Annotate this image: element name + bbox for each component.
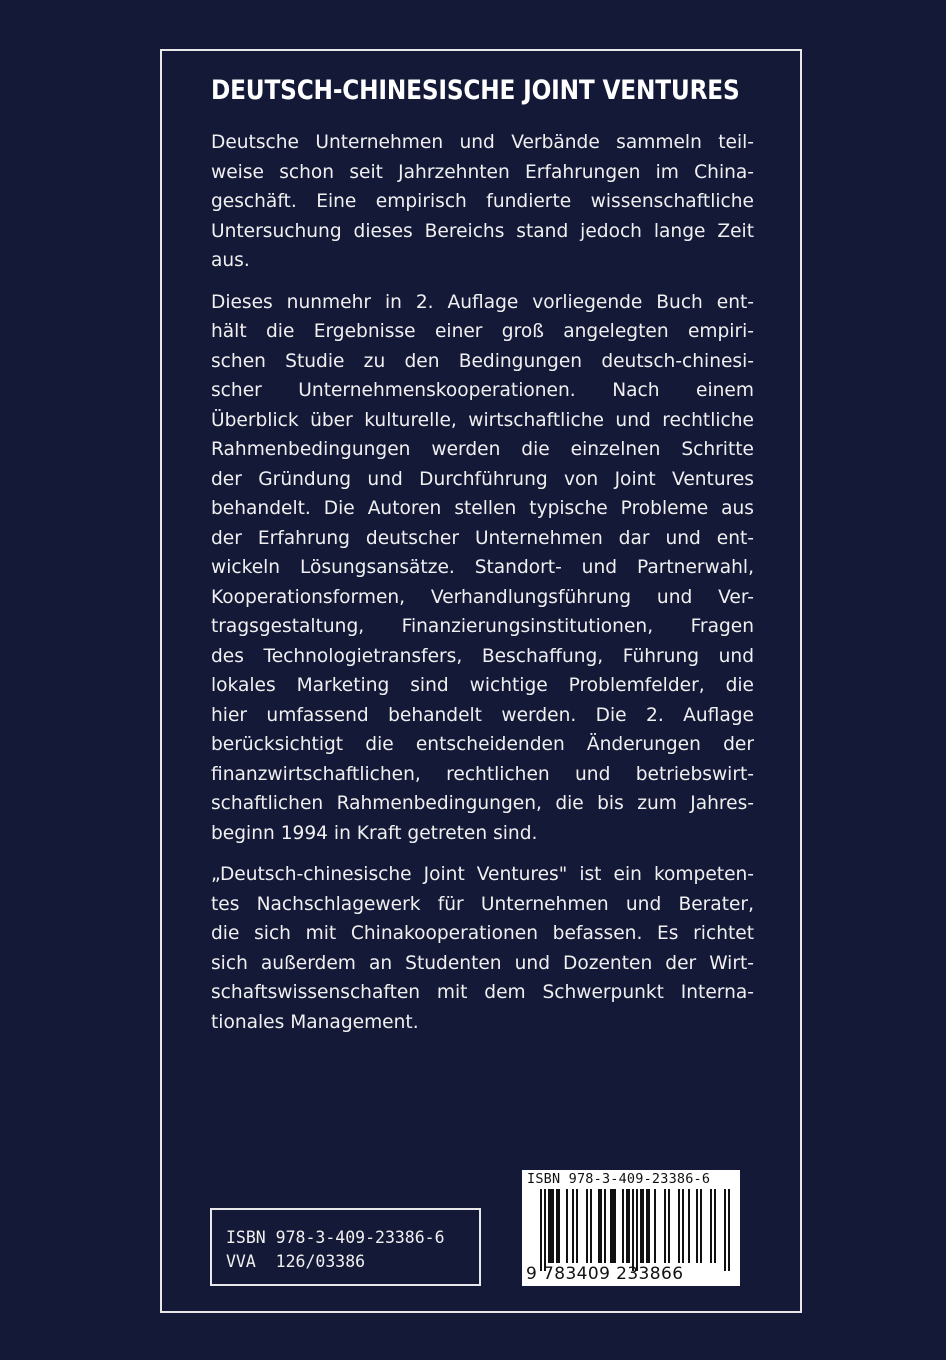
text-line: schaftlichen Rahmenbedingungen, die bis zum Jahres- xyxy=(211,793,754,814)
barcode-bar xyxy=(548,1189,550,1263)
text-line: weise schon seit Jahrzehnten Erfahrungen im China- xyxy=(211,161,754,183)
isbn-line: ISBN 978-3-409-23386-6 xyxy=(226,1228,445,1247)
barcode-bar xyxy=(604,1189,606,1263)
text-line: geschäft. Eine empirisch fundierte wissenschaftliche xyxy=(211,191,754,212)
text-line: scher Unternehmenskooperationen. Nach einem xyxy=(211,380,754,401)
barcode-bar xyxy=(696,1189,698,1263)
text-line: behandelt. Die Autoren stellen typische Probleme aus xyxy=(211,498,754,519)
text-line: die sich mit Chinakooperationen befassen. Es richtet xyxy=(211,923,754,944)
barcode-bar xyxy=(540,1189,542,1271)
barcode-bar xyxy=(632,1189,634,1271)
barcode-bar xyxy=(628,1189,630,1263)
barcode-bar xyxy=(552,1189,554,1263)
barcode-bar xyxy=(642,1189,644,1263)
text-line: Untersuchung dieses Bereichs stand jedoch lange Zeit xyxy=(211,220,754,242)
text-line: tionales Management. xyxy=(211,1011,419,1033)
blurb-text xyxy=(211,128,754,1049)
barcode-bar xyxy=(664,1189,666,1263)
barcode-bar xyxy=(586,1189,588,1263)
vva-line: VVA 126/03386 xyxy=(226,1252,366,1271)
barcode-number: 9 783409 233866 xyxy=(526,1264,684,1284)
barcode-bar xyxy=(566,1189,568,1263)
barcode-bar xyxy=(576,1189,578,1263)
book-title: DEUTSCH-CHINESISCHE JOINT VENTURES xyxy=(211,75,740,106)
barcode-bar xyxy=(640,1189,642,1263)
blurb-paragraph-2 xyxy=(211,288,754,849)
text-line: Überblick über kulturelle, wirtschaftliche und rechtliche xyxy=(211,409,754,431)
text-line: aus. xyxy=(211,250,250,271)
barcode-bar xyxy=(600,1189,602,1263)
barcode-bar xyxy=(612,1189,614,1263)
text-line: hier umfassend behandelt werden. Die 2. Auflage xyxy=(211,704,754,726)
barcode-isbn-text: ISBN 978-3-409-23386-6 xyxy=(527,1171,711,1187)
text-line: Kooperationsformen, Verhandlungsführung und Ver- xyxy=(211,586,754,608)
barcode-bar xyxy=(626,1189,628,1263)
text-line: tes Nachschlagewerk für Unternehmen und Berater, xyxy=(211,893,754,915)
barcode-bar xyxy=(728,1189,730,1271)
barcode-bar xyxy=(668,1189,670,1263)
barcode-bar xyxy=(572,1189,574,1263)
blurb-paragraph-1 xyxy=(211,128,754,276)
barcode-bar xyxy=(622,1189,624,1263)
barcode-bar xyxy=(636,1189,638,1271)
barcode-bar xyxy=(598,1189,600,1263)
barcode-bar xyxy=(688,1189,690,1263)
text-line: der Gründung und Durchführung von Joint Ventures xyxy=(211,468,754,490)
barcode-bar xyxy=(654,1189,656,1263)
barcode-bar xyxy=(544,1189,546,1271)
text-line: des Technologietransfers, Beschaffung, Führung und xyxy=(211,645,754,667)
barcode-bar xyxy=(610,1189,612,1263)
barcode-bar xyxy=(682,1189,684,1263)
isbn-info-box xyxy=(210,1208,481,1286)
barcode-bar xyxy=(710,1189,712,1263)
text-line: „Deutsch-chinesische Joint Ventures" ist ein kompeten- xyxy=(211,864,754,885)
text-line: Dieses nunmehr in 2. Auflage vorliegende Buch ent- xyxy=(211,291,754,313)
barcode-bar xyxy=(550,1189,552,1263)
text-line: Rahmenbedingungen werden die einzelnen Schritte xyxy=(211,439,754,460)
text-line: hält die Ergebnisse einer groß angelegten empiri- xyxy=(211,321,754,342)
text-line: Deutsche Unternehmen und Verbände sammeln teil- xyxy=(211,132,754,153)
barcode-panel xyxy=(522,1170,740,1286)
text-line: tragsgestaltung, Finanzierungsinstitutionen, Fragen xyxy=(211,616,754,637)
barcode-bar xyxy=(646,1189,648,1263)
barcode-bar xyxy=(590,1189,592,1263)
text-line: der Erfahrung deutscher Unternehmen dar und ent- xyxy=(211,527,754,549)
text-line: finanzwirtschaftlichen, rechtlichen und betriebswirt- xyxy=(211,763,754,785)
text-line: berücksichtigt die entscheidenden Änderungen der xyxy=(211,734,754,755)
barcode-bar xyxy=(648,1189,650,1263)
blurb-paragraph-3 xyxy=(211,860,754,1037)
text-line: wickeln Lösungsansätze. Standort- und Partnerwahl, xyxy=(211,557,754,578)
barcode-bar xyxy=(724,1189,726,1271)
barcode-bar xyxy=(700,1189,702,1263)
barcode-bar xyxy=(714,1189,716,1263)
barcode-bar xyxy=(556,1189,558,1263)
text-line: lokales Marketing sind wichtige Problemfelder, die xyxy=(211,675,754,696)
text-line: beginn 1994 in Kraft getreten sind. xyxy=(211,822,538,844)
text-line: schaftswissenschaften mit dem Schwerpunkt Interna- xyxy=(211,982,754,1003)
barcode-bar xyxy=(558,1189,560,1263)
text-line: schen Studie zu den Bedingungen deutsch-chinesi- xyxy=(211,350,754,372)
barcode-bar xyxy=(614,1189,616,1263)
text-line: sich außerdem an Studenten und Dozenten der Wirt- xyxy=(211,952,754,974)
barcode-bar xyxy=(678,1189,680,1263)
